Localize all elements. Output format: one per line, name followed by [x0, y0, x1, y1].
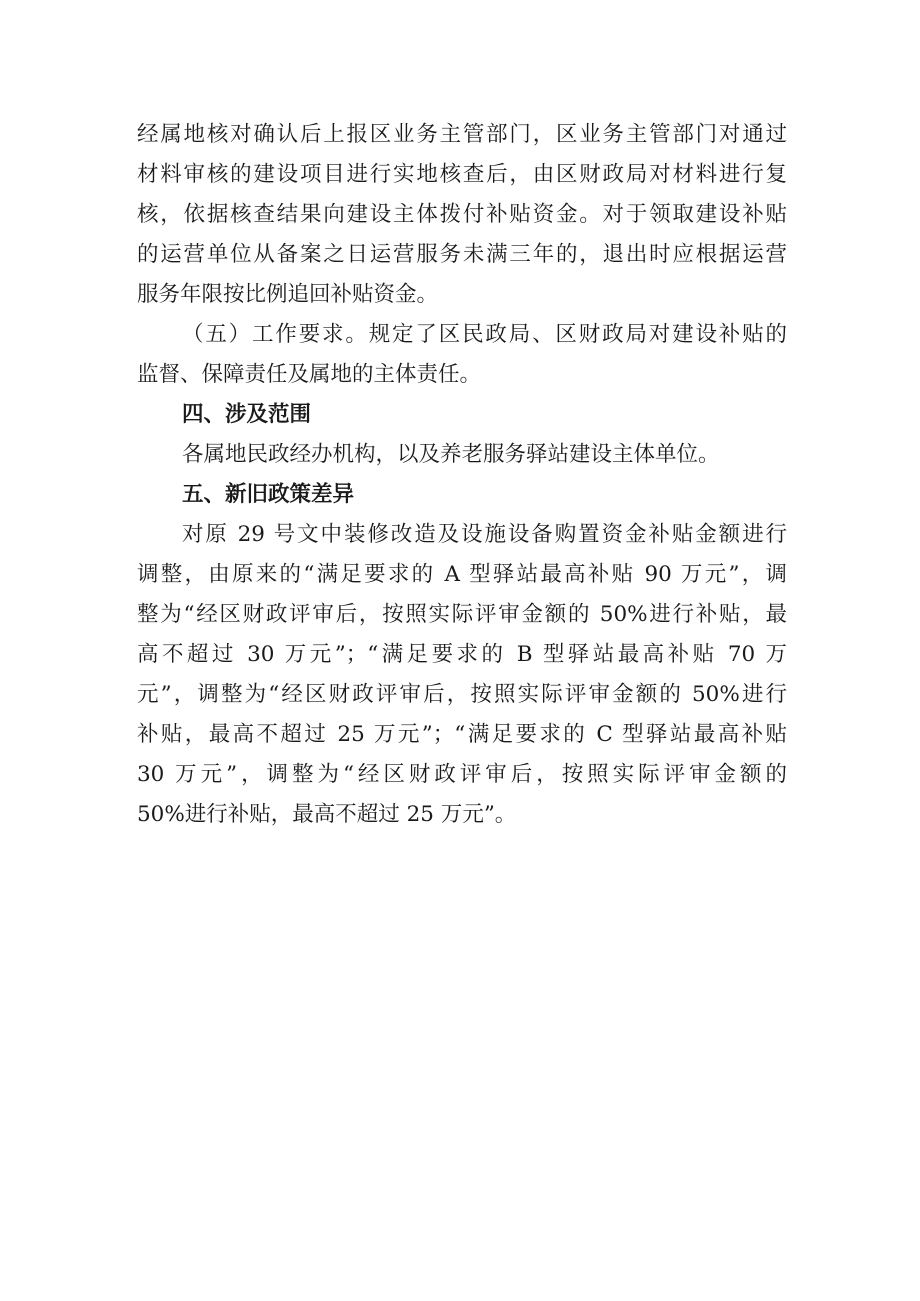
text-line: 元”，调整为“经区财政评审后，按照实际评审金额的 50%进行 [137, 682, 787, 707]
text-line: 补贴，最高不超过 25 万元”；“满足要求的 C 型驿站最高补贴 [137, 722, 787, 747]
text-line: 30 万元”，调整为“经区财政评审后，按照实际评审金额的 [137, 762, 787, 787]
text-line: 整为“经区财政评审后，按照实际评审金额的 50%进行补贴，最 [137, 602, 787, 627]
text-line: 服务年限按比例追回补贴资金。 [137, 282, 439, 307]
text-line: 核，依据核查结果向建设主体拨付补贴资金。对于领取建设补贴 [137, 202, 787, 227]
paragraph-work-requirements [137, 315, 787, 395]
text-line: 调整，由原来的“满足要求的 A 型驿站最高补贴 90 万元”，调 [137, 562, 787, 587]
text-line: 高不超过 30 万元”；“满足要求的 B 型驿站最高补贴 70 万 [137, 642, 787, 667]
text-line: 监督、保障责任及属地的主体责任。 [137, 362, 482, 387]
section-heading-scope: 四、涉及范围 [182, 402, 312, 427]
text-line: 材料审核的建设项目进行实地核查后，由区财政局对材料进行复 [137, 162, 787, 187]
text-line: （五）工作要求。规定了区民政局、区财政局对建设补贴的 [182, 322, 787, 347]
text-line: 50%进行补贴，最高不超过 25 万元”。 [137, 802, 517, 827]
text-line: 对原 29 号文中装修改造及设施设备购置资金补贴金额进行 [182, 522, 787, 547]
paragraph-subsidy-procedure [137, 115, 787, 315]
paragraph-policy-differences [137, 515, 787, 835]
section-scope-text: 各属地民政经办机构，以及养老服务驿站建设主体单位。 [182, 442, 720, 467]
section-heading-policy-differences: 五、新旧政策差异 [182, 482, 355, 507]
text-line: 经属地核对确认后上报区业务主管部门，区业务主管部门对通过 [137, 122, 787, 147]
text-line: 的运营单位从备案之日运营服务未满三年的，退出时应根据运营 [137, 242, 787, 267]
document-body [137, 115, 787, 835]
